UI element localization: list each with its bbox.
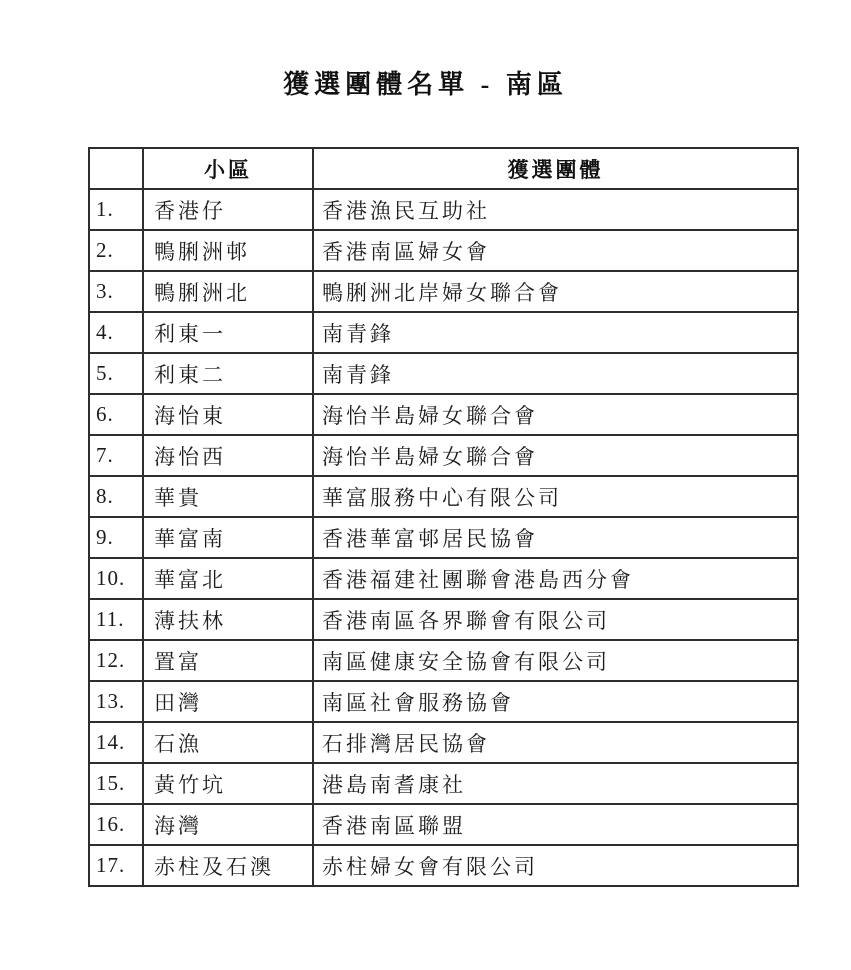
organization-cell: 海怡半島婦女聯合會: [313, 435, 798, 476]
district-cell: 海灣: [143, 804, 313, 845]
organization-cell: 石排灣居民協會: [313, 722, 798, 763]
row-number-cell: 7.: [89, 435, 143, 476]
table-row: [89, 312, 798, 353]
table-row: [89, 230, 798, 271]
header-organization: 獲選團體: [313, 148, 798, 189]
table-row: [89, 558, 798, 599]
table-row: [89, 640, 798, 681]
row-number-cell: 11.: [89, 599, 143, 640]
row-number-cell: 10.: [89, 558, 143, 599]
organization-cell: 南青鋒: [313, 353, 798, 394]
district-cell: 利東二: [143, 353, 313, 394]
row-number-cell: 1.: [89, 189, 143, 230]
table-row: [89, 517, 798, 558]
organization-cell: 南青鋒: [313, 312, 798, 353]
table-body: [89, 189, 798, 886]
table-header-row: [89, 148, 798, 189]
district-cell: 海怡東: [143, 394, 313, 435]
organization-cell: 赤柱婦女會有限公司: [313, 845, 798, 886]
table-row: [89, 353, 798, 394]
district-cell: 赤柱及石澳: [143, 845, 313, 886]
district-cell: 香港仔: [143, 189, 313, 230]
organization-cell: 香港南區婦女會: [313, 230, 798, 271]
row-number-cell: 4.: [89, 312, 143, 353]
district-cell: 華貴: [143, 476, 313, 517]
row-number-cell: 5.: [89, 353, 143, 394]
district-cell: 田灣: [143, 681, 313, 722]
organization-cell: 港島南耆康社: [313, 763, 798, 804]
organization-cell: 香港華富邨居民協會: [313, 517, 798, 558]
header-blank-cell: [89, 148, 143, 189]
table-row: [89, 189, 798, 230]
row-number-cell: 6.: [89, 394, 143, 435]
row-number-cell: 3.: [89, 271, 143, 312]
district-cell: 石漁: [143, 722, 313, 763]
row-number-cell: 14.: [89, 722, 143, 763]
organization-cell: 南區健康安全協會有限公司: [313, 640, 798, 681]
organization-cell: 香港福建社團聯會港島西分會: [313, 558, 798, 599]
row-number-cell: 15.: [89, 763, 143, 804]
row-number-cell: 17.: [89, 845, 143, 886]
selected-organizations-table: [88, 147, 799, 887]
district-cell: 鴨脷洲北: [143, 271, 313, 312]
row-number-cell: 8.: [89, 476, 143, 517]
organization-cell: 香港漁民互助社: [313, 189, 798, 230]
organization-cell: 鴨脷洲北岸婦女聯合會: [313, 271, 798, 312]
row-number-cell: 2.: [89, 230, 143, 271]
row-number-cell: 9.: [89, 517, 143, 558]
table-row: [89, 435, 798, 476]
organization-cell: 香港南區各界聯會有限公司: [313, 599, 798, 640]
table-row: [89, 271, 798, 312]
organization-cell: 香港南區聯盟: [313, 804, 798, 845]
district-cell: 華富北: [143, 558, 313, 599]
table-row: [89, 804, 798, 845]
header-district: 小區: [143, 148, 313, 189]
table-row: [89, 394, 798, 435]
district-cell: 置富: [143, 640, 313, 681]
district-cell: 利東一: [143, 312, 313, 353]
organization-cell: 華富服務中心有限公司: [313, 476, 798, 517]
table-row: [89, 722, 798, 763]
row-number-cell: 16.: [89, 804, 143, 845]
row-number-cell: 12.: [89, 640, 143, 681]
organization-cell: 南區社會服務協會: [313, 681, 798, 722]
district-cell: 海怡西: [143, 435, 313, 476]
district-cell: 薄扶林: [143, 599, 313, 640]
table-row: [89, 845, 798, 886]
district-cell: 鴨脷洲邨: [143, 230, 313, 271]
table-row: [89, 763, 798, 804]
district-cell: 華富南: [143, 517, 313, 558]
table-row: [89, 599, 798, 640]
district-cell: 黃竹坑: [143, 763, 313, 804]
page-title: 獲選團體名單 - 南區: [283, 70, 568, 99]
row-number-cell: 13.: [89, 681, 143, 722]
table-row: [89, 681, 798, 722]
organization-cell: 海怡半島婦女聯合會: [313, 394, 798, 435]
table-row: [89, 476, 798, 517]
